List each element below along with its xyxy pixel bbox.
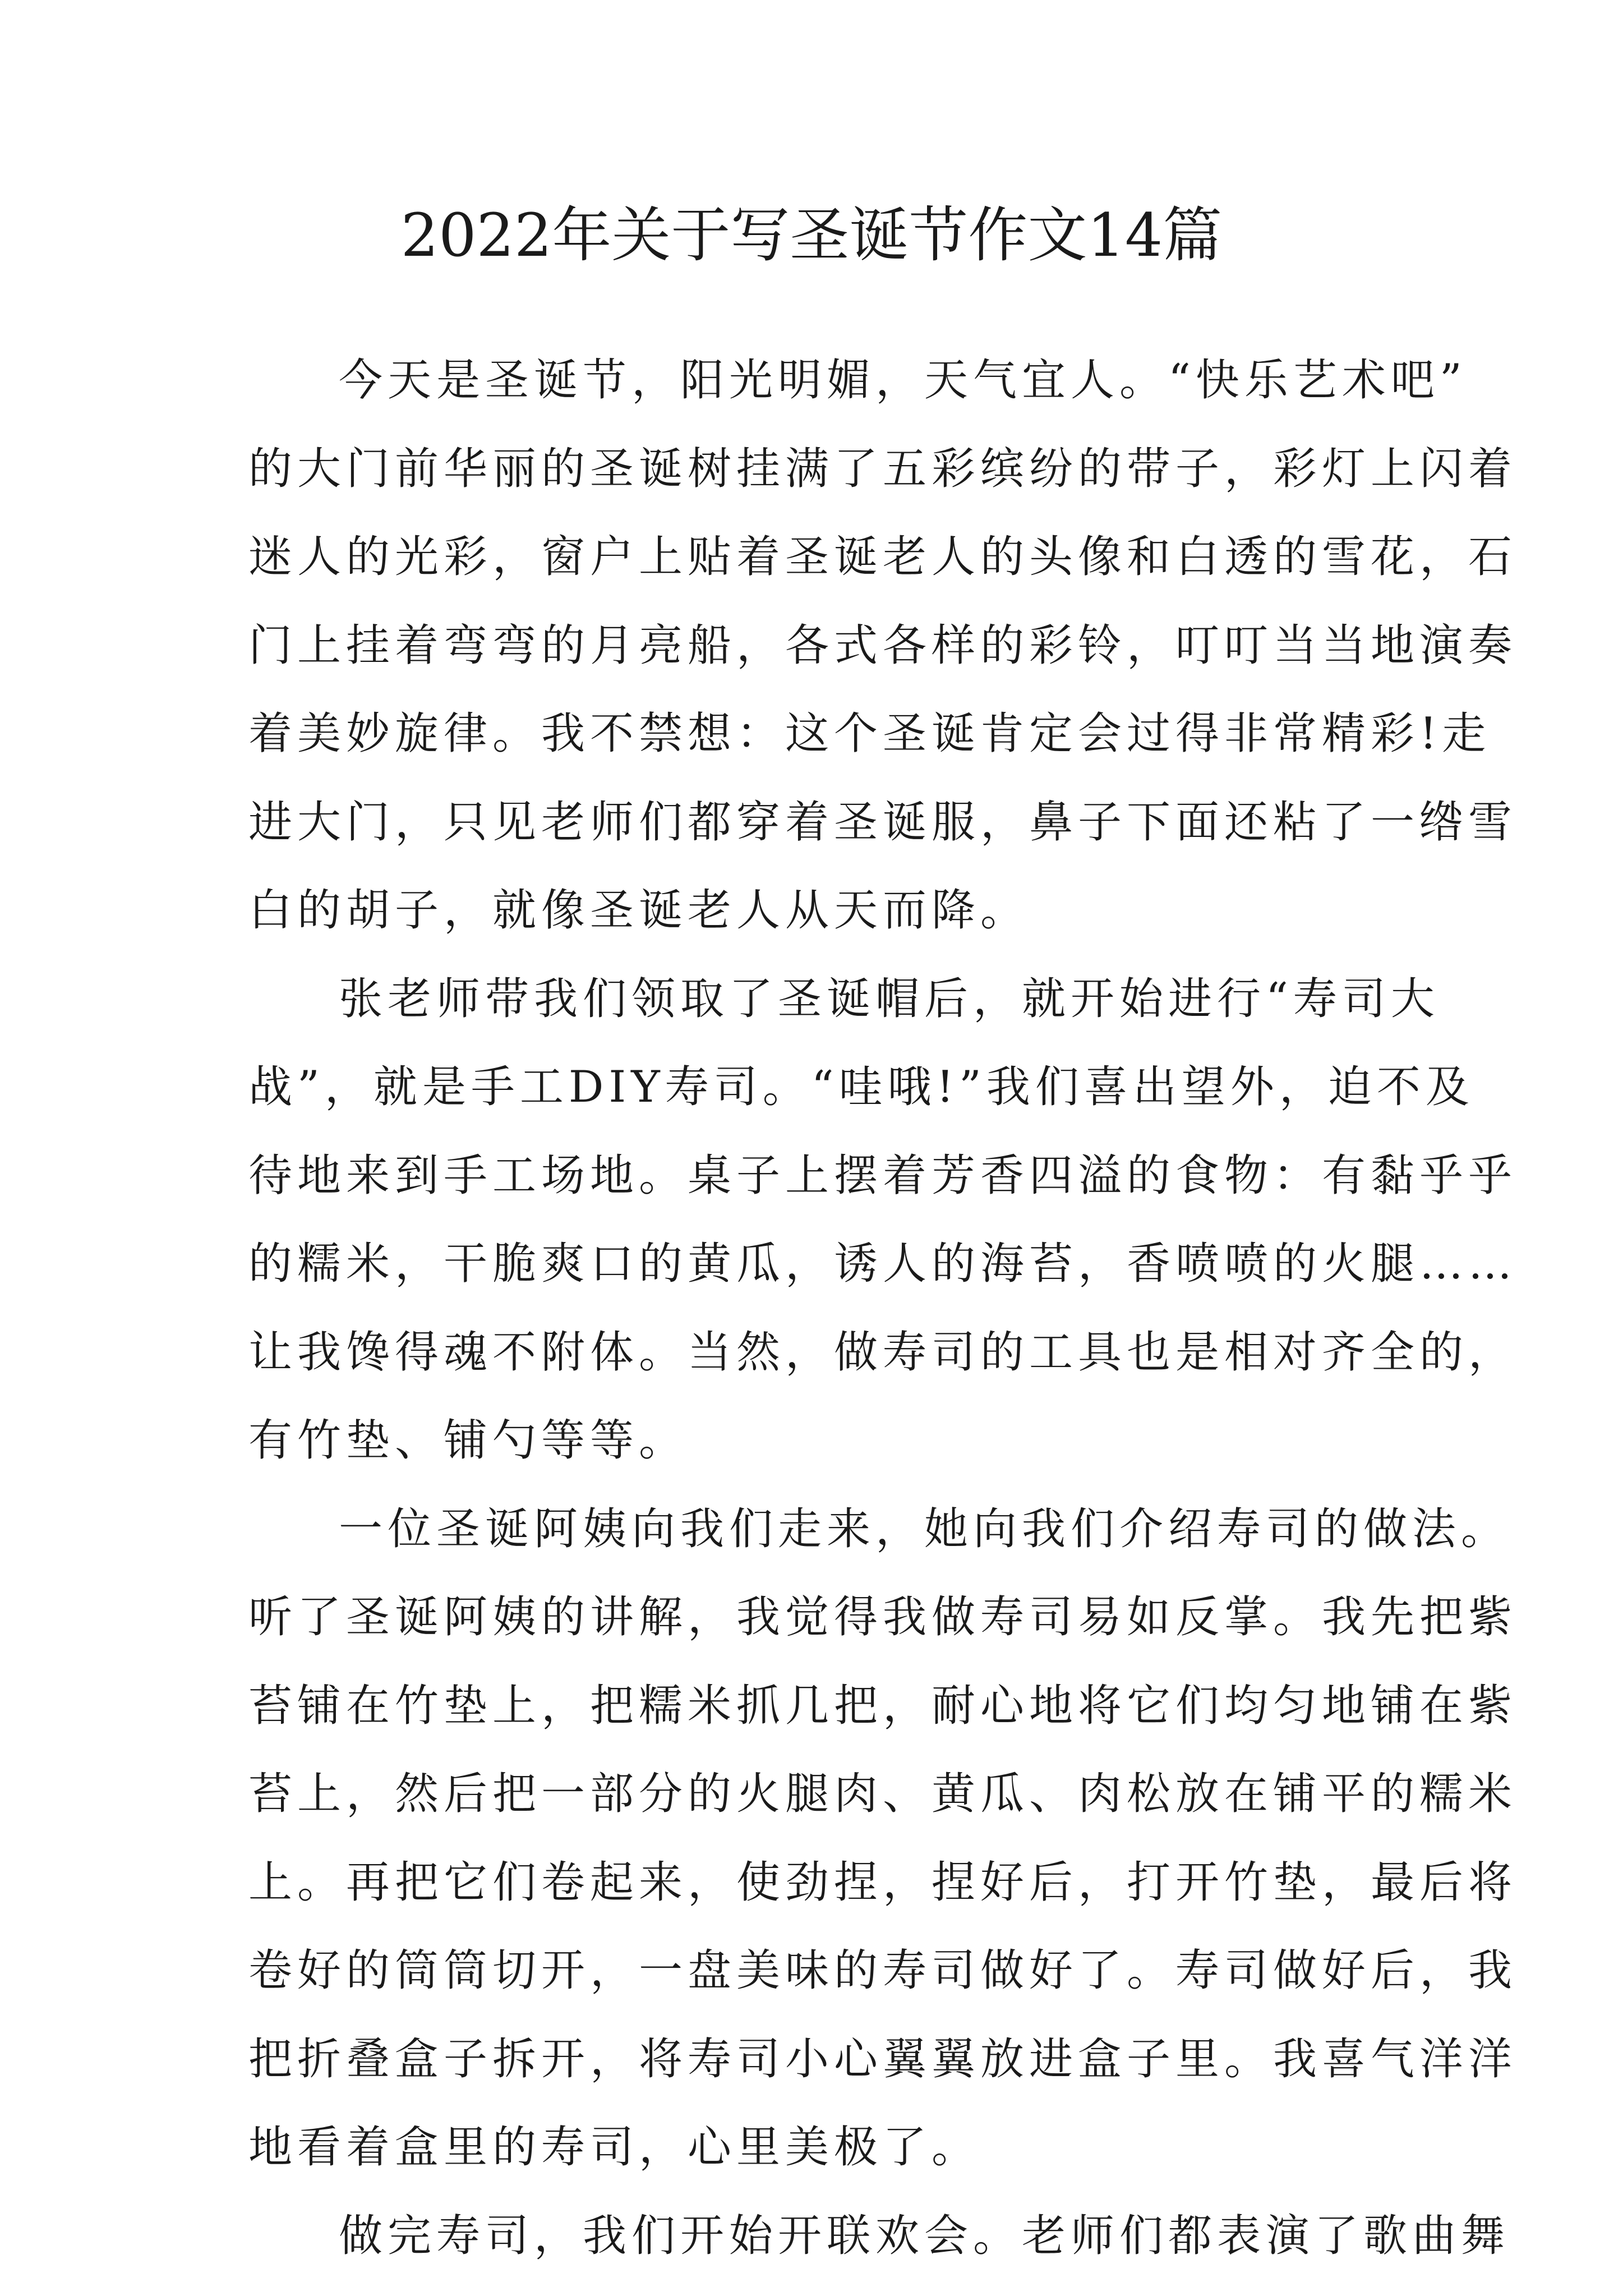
paragraph-line: 苔上，然后把一部分的火腿肉、黄瓜、肉松放在铺平的糯米 bbox=[248, 1769, 1518, 1819]
paragraph-line: 待地来到手工场地。桌子上摆着芳香四溢的食物：有黏乎乎 bbox=[248, 1150, 1518, 1201]
paragraph-line: 把折叠盒子拆开，将寿司小心翼翼放进盒子里。我喜气洋洋 bbox=[248, 2033, 1518, 2085]
paragraph-first-line: 做完寿司，我们开始开联欢会。老师们都表演了歌曲舞 bbox=[339, 2210, 1510, 2261]
paragraph-line: 的糯米，干脆爽口的黄瓜，诱人的海苔，香喷喷的火腿…… bbox=[248, 1239, 1518, 1289]
paragraph-line: 进大门，只见老师们都穿着圣诞服，鼻子下面还粘了一绺雪 bbox=[248, 797, 1518, 848]
paragraph-first-line: 张老师带我们领取了圣诞帽后，就开始进行“寿司大 bbox=[339, 973, 1440, 1024]
document-body bbox=[248, 337, 1518, 2280]
paragraph-line: 着美妙旋律。我不禁想：这个圣诞肯定会过得非常精彩!走 bbox=[248, 708, 1491, 759]
paragraph-line: 有竹垫、铺勺等等。 bbox=[248, 1415, 688, 1466]
paragraph-line: 门上挂着弯弯的月亮船，各式各样的彩铃，叮叮当当地演奏 bbox=[248, 620, 1518, 671]
paragraph-line: 卷好的筒筒切开，一盘美味的寿司做好了。寿司做好后，我 bbox=[248, 1945, 1518, 1996]
paragraph-line: 的大门前华丽的圣诞树挂满了五彩缤纷的带子，彩灯上闪着 bbox=[248, 443, 1518, 494]
paragraph-line: 白的胡子，就像圣诞老人从天而降。 bbox=[248, 885, 1030, 936]
paragraph-first-line: 一位圣诞阿姨向我们走来，她向我们介绍寿司的做法。 bbox=[339, 1503, 1510, 1554]
paragraph-line: 听了圣诞阿姨的讲解，我觉得我做寿司易如反掌。我先把紫 bbox=[248, 1592, 1518, 1642]
paragraph-line: 让我馋得魂不附体。当然，做寿司的工具也是相对齐全的， bbox=[248, 1327, 1518, 1378]
paragraph-line: 地看着盒里的寿司，心里美极了。 bbox=[248, 2122, 981, 2173]
paragraph-line: 苔铺在竹垫上，把糯米抓几把，耐心地将它们均匀地铺在紫 bbox=[248, 1680, 1518, 1731]
paragraph-line: 战”，就是手工DIY寿司。“哇哦!”我们喜出望外，迫不及 bbox=[248, 1062, 1474, 1112]
paragraph-line: 迷人的光彩，窗户上贴着圣诞老人的头像和白透的雪花，石 bbox=[248, 532, 1518, 582]
paragraph-line: 上。再把它们卷起来，使劲捏，捏好后，打开竹垫，最后将 bbox=[248, 1857, 1518, 1908]
paragraph-first-line: 今天是圣诞节，阳光明媚，天气宜人。“快乐艺术吧” bbox=[339, 355, 1467, 406]
document-title: 2022年关于写圣诞节作文14篇 bbox=[400, 201, 1223, 270]
